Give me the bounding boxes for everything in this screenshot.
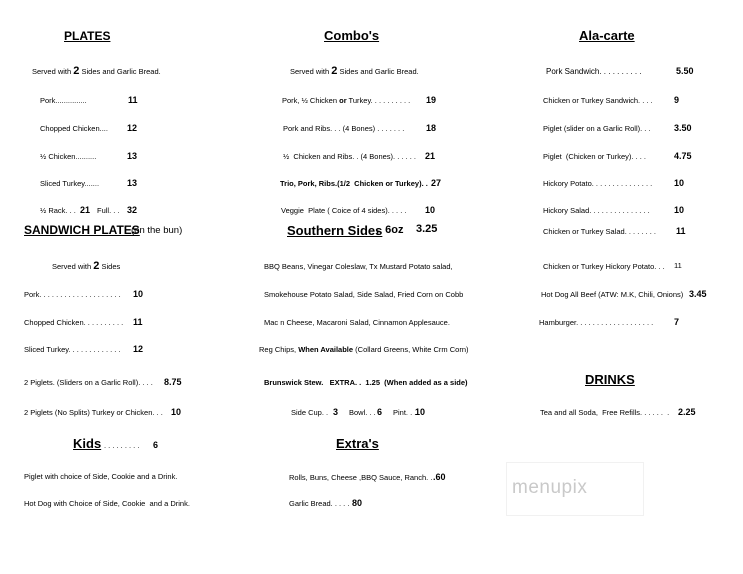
plates-item-full-rack-price: 32 <box>127 205 138 215</box>
kids-price: 6 <box>153 440 159 450</box>
alacarte-item-hickory-salad: Hickory Salad. . . . . . . . . . . . . . . <box>543 206 650 215</box>
sandwich-item-sliced-turkey: Sliced Turkey. . . . . . . . . . . . . <box>24 345 121 354</box>
combo-item-pork-chicken-turkey-price: 19 <box>426 95 437 105</box>
combo-item-veggie-plate: Veggie Plate ( Coice of 4 sides). . . . . <box>281 206 407 215</box>
southern-sides-reg-chips: Reg Chips, When Available (Collard Greens, White Crm Corn) <box>259 345 469 354</box>
kids-line-piglet: Piglet with choice of Side, Cookie and a Drink. <box>24 472 178 481</box>
extras-item-rolls: Rolls, Buns, Cheese ,BBQ Sauce, Ranch. . <box>289 473 433 482</box>
plates-item-half-rack: ½ Rack. . . <box>40 206 76 215</box>
southern-sides-heading: Southern Sides <box>287 223 383 238</box>
combo-item-trio-price: 27 <box>431 178 442 188</box>
sandwich-plates-heading: SANDWICH PLATES <box>24 223 140 237</box>
sandwich-item-2-piglets-no-splits-price: 10 <box>171 407 182 417</box>
extras-item-rolls-price: .60 <box>433 472 446 482</box>
combo-item-chicken-ribs: ½ Chicken and Ribs. . (4 Bones). . . . . . <box>283 152 416 161</box>
southern-sides-line-2: Smokehouse Potato Salad, Side Salad, Fried Corn on Cobb <box>264 290 464 299</box>
alacarte-item-pork-sandwich: Pork Sandwich. . . . . . . . . . <box>546 67 642 76</box>
sandwich-item-pork: Pork. . . . . . . . . . . . . . . . . . . . <box>24 290 121 299</box>
sandwich-item-chopped-chicken-price: 11 <box>133 317 143 327</box>
side-pint: Pint. . . <box>393 408 417 417</box>
combo-item-pork-chicken-turkey: Pork, ½ Chicken or Turkey. . . . . . . . . . <box>282 96 411 105</box>
drinks-heading: DRINKS <box>585 372 635 387</box>
kids-heading: Kids <box>73 436 102 451</box>
alacarte-item-piglet-chicken-turkey-price: 4.75 <box>674 151 692 161</box>
alacarte-item-chicken-turkey-salad: Chicken or Turkey Salad. . . . . . . . <box>543 227 656 236</box>
combo-item-veggie-plate-price: 10 <box>425 205 436 215</box>
alacarte-item-chicken-turkey-hickory-potato-price: 11 <box>674 261 682 270</box>
sandwich-item-2-piglets: 2 Piglets. (Sliders on a Garlic Roll). . . . <box>24 378 153 387</box>
sandwich-item-sliced-turkey-price: 12 <box>133 344 144 354</box>
extras-item-garlic-bread-price: 80 <box>352 498 363 508</box>
alacarte-item-piglet-slider-price: 3.50 <box>674 123 692 133</box>
plates-item-full-rack: Full. . . <box>97 206 120 215</box>
combos-served-note: Served with 2 Sides and Garlic Bread. <box>290 65 419 77</box>
alacarte-item-hickory-potato: Hickory Potato. . . . . . . . . . . . . . . <box>543 179 653 188</box>
southern-sides-line-3: Mac n Cheese, Macaroni Salad, Cinnamon Applesauce. <box>264 318 450 327</box>
side-pint-price: 10 <box>415 407 426 417</box>
side-bowl-price: 6 <box>377 407 383 417</box>
sandwich-item-chopped-chicken: Chopped Chicken. . . . . . . . . . <box>24 318 124 327</box>
combo-item-chicken-ribs-price: 21 <box>425 151 436 161</box>
alacarte-item-hickory-potato-price: 10 <box>674 178 685 188</box>
drinks-line: Tea and all Soda, Free Refills. . . . . . . <box>540 408 670 417</box>
alacarte-item-hamburger-price: 7 <box>674 317 680 327</box>
sandwich-plates-note: (on the bun) <box>131 225 183 236</box>
combo-item-pork-ribs: Pork and Ribs. . . (4 Bones) . . . . . . . <box>283 124 405 133</box>
combo-item-pork-ribs-price: 18 <box>426 123 437 133</box>
combo-item-trio: Trio, Pork, Ribs.(1/2 Chicken or Turkey). . <box>280 179 428 188</box>
side-cup-price: 3 <box>333 407 339 417</box>
side-bowl: Bowl. . . <box>349 408 376 417</box>
drinks-price: 2.25 <box>678 407 696 417</box>
plates-item-pork: Pork............... <box>40 96 87 105</box>
alacarte-item-pork-sandwich-price: 5.50 <box>676 66 694 76</box>
alacarte-item-piglet-slider: Piglet (slider on a Garlic Roll). . . <box>543 124 651 133</box>
combos-heading: Combo's <box>324 28 380 43</box>
alacarte-item-chicken-turkey-sandwich-price: 9 <box>674 95 680 105</box>
sandwich-item-2-piglets-no-splits: 2 Piglets (No Splits) Turkey or Chicken. . . <box>24 408 163 417</box>
plates-item-sliced-turkey-price: 13 <box>127 178 138 188</box>
alacarte-heading: Ala-carte <box>579 28 635 43</box>
alacarte-item-hot-dog: Hot Dog All Beef (ATW: M.K, Chili, Onions) <box>541 290 684 299</box>
southern-sides-size: , 6oz <box>376 224 404 236</box>
plates-item-chopped-chicken: Chopped Chicken.... <box>40 124 108 133</box>
menupix-watermark: menupix <box>512 477 588 498</box>
alacarte-item-hamburger: Hamburger. . . . . . . . . . . . . . . . . . . <box>539 318 654 327</box>
alacarte-item-chicken-turkey-hickory-potato: Chicken or Turkey Hickory Potato. . . <box>543 262 665 271</box>
alacarte-item-hot-dog-price: 3.45 <box>689 289 707 299</box>
plates-item-half-chicken: ½ Chicken.......... <box>40 152 97 161</box>
kids-dots: . . . . . . . . . <box>104 441 140 450</box>
southern-sides-price: 3.25 <box>416 223 438 235</box>
extras-item-garlic-bread: Garlic Bread. . . . . <box>289 499 350 508</box>
plates-served-note: Served with 2 Sides and Garlic Bread. <box>32 65 161 77</box>
southern-sides-brunswick-stew: Brunswick Stew. EXTRA. . 1.25 (When added as a side) <box>264 378 468 387</box>
alacarte-item-chicken-turkey-salad-price: 11 <box>676 226 686 236</box>
plates-item-half-rack-price: 21 <box>80 205 91 215</box>
southern-sides-line-1: BBQ Beans, Vinegar Coleslaw, Tx Mustard Potato salad, <box>264 262 453 271</box>
sandwich-item-pork-price: 10 <box>133 289 144 299</box>
plates-item-sliced-turkey: Sliced Turkey....... <box>40 179 100 188</box>
alacarte-item-chicken-turkey-sandwich: Chicken or Turkey Sandwich. . . . <box>543 96 653 105</box>
plates-item-chopped-chicken-price: 12 <box>127 123 138 133</box>
alacarte-item-piglet-chicken-turkey: Piglet (Chicken or Turkey). . . . <box>543 152 646 161</box>
sandwich-plates-served-note: Served with 2 Sides <box>52 260 121 272</box>
alacarte-item-hickory-salad-price: 10 <box>674 205 685 215</box>
extras-heading: Extra's <box>336 436 379 451</box>
side-cup: Side Cup. . <box>291 408 329 417</box>
plates-item-pork-price: 11 <box>128 95 138 105</box>
plates-item-half-chicken-price: 13 <box>127 151 138 161</box>
sandwich-item-2-piglets-price: 8.75 <box>164 377 182 387</box>
kids-line-hotdog: Hot Dog with Choice of Side, Cookie and a Drink. <box>24 499 190 508</box>
plates-heading: PLATES <box>64 29 111 43</box>
